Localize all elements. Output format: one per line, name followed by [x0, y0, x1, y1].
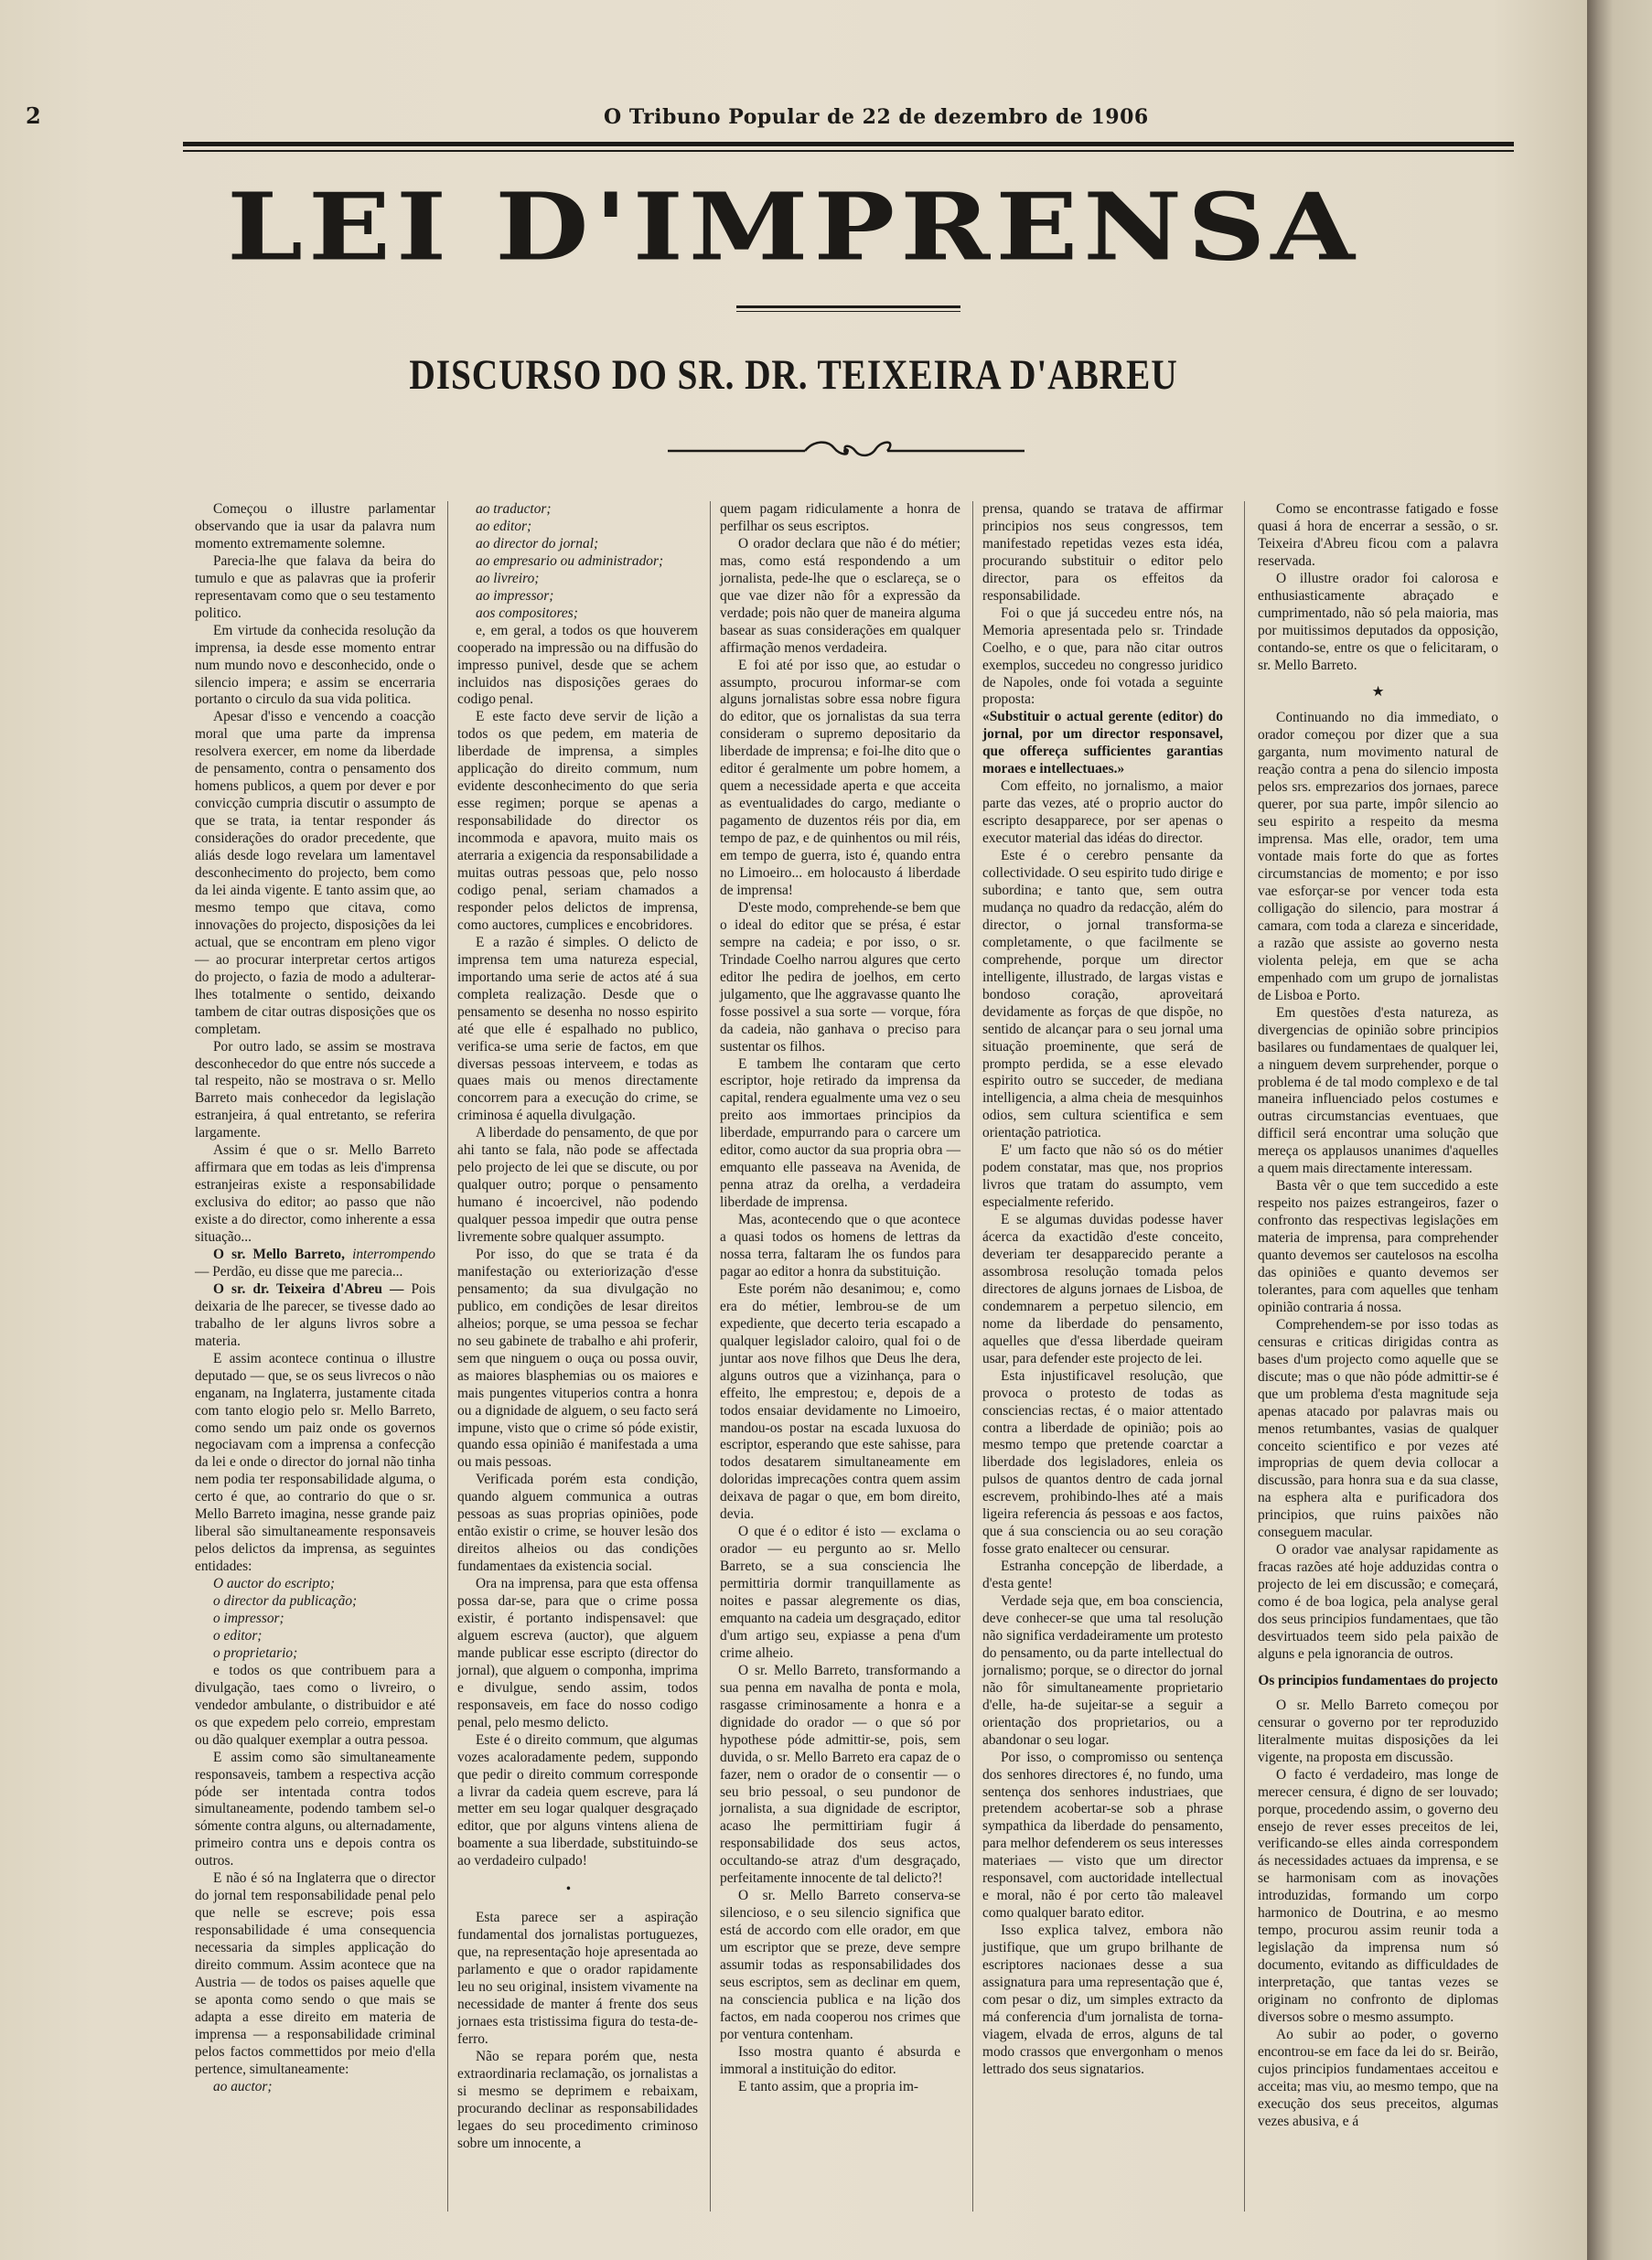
paragraph: e, em geral, a todos os que houverem cooperado na impressão ou na diffusão do impresso punivel, desde que se achem incluidos nas disposições geraes do codigo penal. — [457, 622, 698, 708]
paragraph: Este porém não desanimou; e, como era do métier, lembrou-se de um expediente, que decerto teria escapado a qualquer legislador caloiro, qual foi o de juntar aos nove filhos que Deus lhe dera, alguns outros que a vizinhança, para o effeito, lhe emprestou; e, depois de a todos ensaiar devidamente no Limoeiro, mandou-os postar na escada luxuosa do escriptor, esperando que este sahisse, para todos desatarem simultaneamente em doloridas imprecações contra quem assim deixava de pagar o que, em bom direito, devia. — [720, 1280, 960, 1523]
paragraph: Parecia-lhe que falava da beira do tumulo e que as palavras que ia proferir representavam como que o seu testamento politico. — [195, 552, 435, 621]
paragraph: Ora na imprensa, para que esta offensa possa dar-se, para que o crime possa existir, é portanto indispensavel: que alguem escreva (auctor), que alguem mande publicar esse escripto (director do jornal), que alguem o componha, imprima e divulgue, sendo assim, todos responsaveis, em face do nosso codigo penal, pelo mesmo delicto. — [457, 1576, 698, 1730]
paragraph: O orador vae analysar rapidamente as fracas razões até hoje adduzidas contra o projecto de lei em discussão; e começará, como é de boa logica, pela analyse geral dos seus principios fundamentaes, que tão desvirtuados teem sido pela paixão de alguns e pela ignorancia de outros. — [1258, 1542, 1498, 1662]
paragraph: E não é só na Inglaterra que o director do jornal tem responsabilidade penal pelo que nelle se escreve; pois essa responsabilidade é uma consequencia necessaria da simples applicação do direito commum. Assim acontece que na Austria — de todos os paises aquelle que se aponta como sendo o que mais se adapta a esse direito em materia de imprensa — a responsabilidade criminal pelos factos commettidos por meio d'ella pertence, simultaneamente: — [195, 1870, 435, 2077]
paragraph: Por isso, do que se trata é da manifestação ou exteriorização d'esse pensamento; da sua divulgação no publico, em condições de lesar direitos alheios; porque, se uma pessoa se fechar no seu gabinete de trabalho e ahi proferir, sem que ninguem o ouça ou possa ouvir, as maiores blasphemias ou os maiores e mais pungentes vituperios contra a honra ou a dignidade de alguem, o seu facto será impune, visto que o crime só póde existir, quando essa opinião é manifestada a uma ou mais pessoas. — [457, 1246, 698, 1471]
paragraph: Verificada porém esta condição, quando alguem communica a outras pessoas as suas proprias opiniões, pode então existir o crime, se houver lesão dos direitos alheios ou das condições fundamentaes da existencia social. — [457, 1472, 698, 1575]
list-item: ao editor; — [476, 518, 532, 534]
header-rule-thick — [183, 142, 1514, 146]
paragraph: Este é o direito commum, que algumas vozes acaloradamente pedem, suppondo que pedir o direito commum corresponde a livrar da cadeia quem escreve, para lá metter em seu logar qualquer desgraçado editor, que por alguns vintens aliena de boamente a sua liberdade, substituindo-se ao verdadeiro culpado! — [457, 1731, 698, 1869]
paragraph: E tanto assim, que a propria im- — [738, 2078, 919, 2094]
list-item: o impressor; — [213, 1611, 284, 1626]
speaker-name: O sr. Mello Barreto, — [213, 1246, 345, 1262]
paragraph: Esta injustificavel resolução, que provoca o protesto de todas as consciencias rectas, é o maior attentado contra a liberdade de opinião; pois ao mesmo tempo que pretende coarctar a liberdade dos legisladores, enleia os pulsos de quantos dentro de cada jornal escrevem, prohibindo-lhes até a mais ligeira referencia ás pessoas e aos factos, que á sua consciencia ou ao seu coração fosse grato enaltecer ou censurar. — [982, 1367, 1223, 1558]
column-rule — [710, 501, 711, 2212]
ornament-divider — [668, 437, 1024, 465]
paragraph: O sr. Mello Barreto, transformando a sua penna em navalha de ponta e mola, rasgasse criminosamente a honra e a dignidade do orador — o que só por hypothese póde admittir-se, pois, sem duvida, o sr. Mello Barreto era capaz de o fazer, nem o orador de o consentir — o seu brio pessoal, o seu pundonor de jornalista, a sua dignidade de escriptor, acaso lhe permittiriam fugir á responsabilidade dos seus actos, occultando-se atraz d'um desgraçado, perfeitamente innocente de tal delicto?! — [720, 1662, 960, 1887]
section-star: ★ — [1371, 683, 1385, 700]
list-item: o director da publicação; — [213, 1593, 358, 1610]
page-edge — [1587, 0, 1652, 2260]
column-rule — [972, 501, 973, 2212]
paragraph: Isso mostra quanto é absurda e immoral a instituição do editor. — [720, 2043, 960, 2077]
list-item: O auctor do escripto; — [213, 1576, 335, 1592]
paragraph: Com effeito, no jornalismo, a maior parte das vezes, até o proprio auctor do escripto desapparece, por ser apenas o executor material das idéas do director. — [982, 778, 1223, 847]
list-item: ao impressor; — [476, 587, 554, 604]
paragraph: D'este modo, comprehende-se bem que o ideal do editor que se présa, é estar sempre na cadeia; e por isso, o sr. Trindade Coelho narrou algures que certo editor lhe pedira de joelhos, em certo julgamento, que lhe aggravasse quanto lhe fosse possivel a sua sorte — vorque, fóra da cadeia, não ganhava o preciso para sustentar os filhos. — [720, 899, 960, 1055]
paragraph: O sr. Mello Barreto conserva-se silencioso, e o seu silencio significa que está de accordo com elle orador, em que um escriptor que se preze, deve sempre assumir todas as responsabilidades dos seus escriptos, sem as declinar em quem, na consciencia publica e na lição dos factos, em nada cooperou nos crimes que por ventura contenham. — [720, 1888, 960, 2042]
article-column-5 — [1258, 501, 1498, 2131]
paragraph: Ao subir ao poder, o governo encontrou-se em face da lei do sr. Beirão, cujos principios fundamentaes acceitou e acceita; mas viu, ao mesmo tempo, que na execução dos seus preceitos, algumas vezes abusiva, e á — [1258, 2026, 1498, 2129]
list-item: ao director do jornal; — [476, 535, 599, 552]
quoted-proposal: «Substituir o actual gerente (editor) do jornal, por um director responsavel, que offereça sufficientes garantias moraes e intellectuaes.» — [982, 709, 1223, 777]
paragraph: E assim como são simultaneamente responsaveis, tambem a respectiva acção póde ser intentada contra todos simultaneamente, podendo tambem sel-o sómente contra alguns, ou alternadamente, primeiro contra uns e depois contra os outros. — [195, 1749, 435, 1869]
column-rule — [1244, 501, 1245, 2212]
paragraph: prensa, quando se tratava de affirmar principios nos seus congressos, tem manifestado repetidas vezes esta idéa, procurando substituir o editor pelo director, para os effeitos da responsabilidade. — [982, 501, 1223, 604]
paragraph: Estranha concepção de liberdade, a d'esta gente! — [982, 1558, 1223, 1592]
paragraph: Por outro lado, se assim se mostrava desconhecedor do que entre nós succede a tal respeito, não se mostrava o sr. Mello Barreto mais conhecedor da legislação estranjeira, á qual entretanto, se referira largamente. — [195, 1038, 435, 1141]
running-header: O Tribuno Popular de 22 de dezembro de 1906 — [604, 105, 1149, 129]
list-item: aos compositores; — [476, 605, 578, 621]
paragraph: Mas, acontecendo que o que acontece a quasi todos os homens de lettras da nossa terra, faltaram lhe os fundos para pagar ao editor a honra da substituição. — [720, 1212, 960, 1280]
section-heading: Os principios fundamentaes do projecto — [1258, 1672, 1498, 1688]
paragraph: Em questões d'esta natureza, as divergencias de opinião sobre principios basilares ou fundamentaes de qualquer lei, a ninguem devem surprehender, porque o problema é de tal modo complexo e de tal maneira influenciado pelos costumes e outras circumstancias eventuaes, que difficil será encontrar uma solução que mereça os applausos unanimes d'aquelles a quem mais directamente interessam. — [1258, 1004, 1498, 1177]
paragraph: Como se encontrasse fatigado e fosse quasi á hora de encerrar a sessão, o sr. Teixeira d'Abreu ficou com a palavra reservada. — [1258, 501, 1498, 569]
interruption — [195, 1247, 435, 1281]
paragraph: Por isso, o compromisso ou sentença dos senhores directores é, no fundo, uma sentença dos senhores industriaes, que pretendem acobertar-se sob a phrase sympathica da liberdade do pensamento, para melhor defenderem os seus interesses materiaes — visto que um director responsavel, com auctoridade intellectual e moral, não é por certo tão maleavel como qualquer barato editor. — [982, 1749, 1223, 1922]
list-item: ao empresario ou administrador; — [476, 552, 664, 569]
interruption-text: — Perdão, eu disse que me parecia... — [195, 1263, 403, 1280]
headline: LEI D'IMPRENSA — [227, 172, 1360, 282]
paragraph: Foi o que já succedeu entre nós, na Memoria apresentada pelo sr. Trindade Coelho, e o que, para não citar outros exemplos, succedeu no congresso juridico de Napoles, onde foi votada a seguinte proposta: — [982, 605, 1223, 708]
paragraph: Verdade seja que, em boa consciencia, deve conhecer-se que uma tal resolução não significa verdadeiramente um protesto do pensamento, ou da parte intellectual do jornalismo; porque, se o director do jornal não fôr simultaneamente proprietario d'elle, ha-de sujeitar-se a seguir a orientação dos proprietarios, ou a abandonar o seu logar. — [982, 1593, 1223, 1748]
column-rule — [447, 501, 448, 2212]
reply-text: Pois deixaria de lhe parecer, se tivesse dado ao trabalho de ler alguns livros sobre a materia. — [195, 1280, 435, 1349]
article-column-3 — [720, 501, 960, 2096]
headline-underline — [736, 305, 960, 308]
paragraph: Este é o cerebro pensante da collectividade. O seu espirito tudo dirige e subordina; e tanto que, sem outra mudança no quadro da redacção, além do director, o jornal transforma-se completamente, o que facilmente se comprehende, porque um director intelligente, illustrado, de largas vistas e bondoso coração, aproveitará devidamente as forças de que dispõe, no sentido de alcançar para o seu jornal uma situação proeminente, que será de prompto perdida, se a esse elevado espirito outro se succeder, de mediana intelligencia, a alma cheia de mesquinhos odios, sem cultura scientifica e sem orientação patriotica. — [982, 848, 1223, 1141]
paragraph: Basta vêr o que tem succedido a este respeito nos paizes estrangeiros, fazer o confronto das respectivas legislações em materia de imprensa, para comprehender quanto devemos ser cautelosos na escolha das opiniões e quanto devemos ser tolerantes, para com aquelles que tenham opinião contraria á nossa. — [1258, 1178, 1498, 1315]
paragraph: E' um facto que não só os do métier podem constatar, mas que, nos proprios livros que tratam do assumpto, vem especialmente referido. — [982, 1142, 1223, 1211]
paragraph: E assim acontece continua o illustre deputado — que, se os seus livrecos o não enganam, na Inglaterra, justamente citada com tanto elogio pelo sr. Mello Barreto, como sendo um paiz onde os governos negociavam com a imprensa a confecção da lei e onde o director do jornal não tinha nem podia ter responsabilidade alguma, o certo é que, ao contrario do que o sr. Mello Barreto imagina, nesse grande paiz liberal são simultaneamente responsaveis pelos delictos da imprensa, as seguintes entidades: — [195, 1350, 435, 1575]
header-rule-thin — [183, 150, 1514, 152]
paragraph: O illustre orador foi calorosa e enthusiasticamente abraçado e cumprimentado, não só pela maioria, mas por muitissimos deputados da opposição, contando-se, entre os que o felicitaram, o sr. Mello Barreto. — [1258, 570, 1498, 673]
stage-note: interrompendo — [352, 1246, 435, 1262]
paragraph: Comprehendem-se por isso todas as censuras e criticas dirigidas contra as bases d'um projecto como aquelle que se discute; mas o que não póde admittir-se é que um problema d'esta magnitude seja apenas atacado por palavras mais ou menos retumbantes, vasias de qualquer conceito scientifico e por vezes até improprias de quem devia collocar a discussão, para honra sua e da sua classe, na esphera alta e purificadora dos principios, que ruins paixões não conseguem macular. — [1258, 1316, 1498, 1541]
paragraph: A liberdade do pensamento, de que por ahi tanto se fala, não pode se affectada pelo projecto de lei que se discute, ou por qualquer outro; porque o pensamento humano é incoercivel, não podendo qualquer pessoa impedir que outra pense livremente sobre qualquer assumpto. — [457, 1125, 698, 1246]
subheadline: DISCURSO DO SR. DR. TEIXEIRA D'ABREU — [409, 351, 1178, 399]
paragraph: E este facto deve servir de lição a todos os que pedem, em materia de liberdade de imprensa, a simples applicação do direito commum, num evidente desconhecimento do que seria esse regimen; porque se apenas a responsabilidade do director os incommoda e apavora, muito mais os aterraria a exigencia da responsabilidade a muitas outras pessoas que, pelo nosso codigo penal, seriam chamados a responder pelos delictos de imprensa, como auctores, cumplices e encobridores. — [457, 709, 698, 933]
paragraph: quem pagam ridiculamente a honra de perfilhar os seus escriptos. — [720, 501, 960, 534]
paragraph: E foi até por isso que, ao estudar o assumpto, procurou informar-se com alguns jornalistas sobre essa nobre figura do editor, que os jornalistas da sua terra consideram o supremo depositario da liberdade de imprensa; e foi-lhe dito que o editor é geralmente um pobre homem, a quem a necessidade aperta e que acceita as eventualidades do cargo, mediante o pagamento de duzentos réis por dia, em tempo de paz, e de quinhentos ou mil réis, em tempo de guerra, isto é, quando entra no Limoeiro... em holocausto á liberdade de imprensa! — [720, 657, 960, 898]
list-item: o editor; — [213, 1627, 263, 1644]
paragraph: O que é o editor é isto — exclama o orador — eu pergunto ao sr. Mello Barreto, se a sua consciencia lhe permittiria dormir tranquillamente as noites e passar alegremente os dias, emquanto na cadeia um desgraçado, editor d'um artigo seu, expiasse a pena d'um crime alheio. — [720, 1524, 960, 1661]
paragraph: Começou o illustre parlamentar observando que ia usar da palavra num momento extremamente solemne. — [195, 501, 435, 552]
section-separator: • — [565, 1881, 590, 1898]
list-item: ao auctor; — [213, 2078, 273, 2094]
paragraph: Apesar d'isso e vencendo a coacção moral que uma parte da imprensa resolvera exercer, em nome da liberdade de pensamento, contra o pensamento dos homens publicos, a quem por dever e por convicção cumpria discutir o assumpto de que se trata, ia tentar responder ás considerações do orador precedente, que aliás desde logo revelara um lamentavel desconhecimento do projecto, bem como da lei ainda vigente. E tanto assim que, ao mesmo tempo que citava, como innovações do projecto, disposições da lei actual, que se encontram em pleno vigor — ao procurar interpretar certos artigos do projecto, o fazia de modo a adulterar-lhes totalmente o sentido, deixando tambem de citar outras disposições que os completam. — [195, 709, 435, 1037]
paragraph: e todos os que contribuem para a divulgação, taes como o livreiro, o vendedor ambulante, o distribuidor e até os que expedem pelo correio, emprestam ou dão qualquer exemplar a outra pessoa. — [195, 1662, 435, 1748]
paragraph: Isso explica talvez, embora não justifique, que um grupo brilhante de escriptores nacionaes desse a sua assignatura para uma representação que é, com pesar o diz, um simples extracto da má conferencia d'um jornalista de torna-viagem, elvada de erros, alguns de tal modo crassos que envergonham o menos lettrado dos seus signatarios. — [982, 1923, 1223, 2077]
reply — [195, 1281, 435, 1351]
paragraph: Em virtude da conhecida resolução da imprensa, ia desde esse momento entrar num mundo novo e desconhecido, onde o silencio impera; e assim se encerraria portanto o circulo da sua vida politica. — [195, 622, 435, 708]
article-column-2 — [457, 501, 698, 2153]
paragraph: O sr. Mello Barreto começou por censurar o governo por ter reproduzido literalmente muitas disposições da lei vigente, na proposta em discussão. — [1258, 1697, 1498, 1765]
paragraph: Assim é que o sr. Mello Barreto affirmara que em todas as leis d'imprensa estranjeiras existe a responsabilidade exclusiva do editor; ao passo que não existe a do director, como inherente a essa situação... — [195, 1142, 435, 1246]
page-number: 2 — [26, 102, 41, 129]
article-column-1 — [195, 501, 435, 2096]
paragraph: E a razão é simples. O delicto de imprensa tem uma natureza especial, importando uma serie de actos até á sua completa realização. Desde que o pensamento se desenha no nosso espirito até que elle é espalhado no publico, verifica-se uma serie de factos, em que diversas pessoas interveem, e todas as quaes mais ou menos directamente concorrem para a execução do crime, se criminosa é aquella divulgação. — [457, 934, 698, 1124]
article-column-4 — [982, 501, 1223, 2079]
paragraph: Continuando no dia immediato, o orador começou por dizer que a sua garganta, num movimento natural de reação contra a pena do silencio imposta pelos srs. emprezarios dos jornaes, parece querer, por sua parte, impôr silencio ao seu espirito a respeito da mesma imprensa. Mas elle, orador, tem uma vontade mais forte do que as fortes circumstancias de momento; e por isso vae esforçar-se por vencer toda esta colligação do silencio, para mostrar á camara, com toda a clareza e sinceridade, a razão que assiste ao governo nesta violenta peleja, em que se acha empenhado com um grupo de jornalistas de Lisboa e Porto. — [1258, 710, 1498, 1003]
list-item: ao traductor; — [476, 501, 552, 517]
paragraph: Esta parece ser a aspiração fundamental dos jornalistas portuguezes, que, na representação hoje apresentada ao parlamento e que o orador rapidamente leu no seu original, insistem vivamente na necessidade de manter á frente dos seus jornaes esta tristissima figura do testa-de-ferro. — [457, 1910, 698, 2047]
paragraph: E se algumas duvidas podesse haver ácerca da exactidão d'este conceito, deveriam ter desapparecido perante a assombrosa resolução tomada pelos directores de alguns jornaes de Lisboa, de condemnarem a perpetuo silencio, em nome da liberdade do pensamento, aquelles que d'essa liberdade queiram usar, para defender este projecto de lei. — [982, 1212, 1223, 1366]
headline-underline-thin — [736, 311, 960, 312]
list-item: ao livreiro; — [476, 570, 540, 586]
paragraph: O orador declara que não é do métier; mas, como está respondendo a um jornalista, pede-lhe que o esclareça, se o que vae dizer não fôr a expressão da verdade; pois não quer de maneira alguma basear as suas considerações em qualquer affirmação menos verdadeira. — [720, 535, 960, 656]
paragraph: O facto é verdadeiro, mas longe de merecer censura, é digno de ser louvado; porque, procedendo assim, o governo deu ensejo de rever esses preceitos de lei, verificando-se elles ainda correspondem ás necessidades actuaes da imprensa, e se se harmonisam com as inovações introduzidas, formando um corpo harmonico de Doutrina, e ao mesmo tempo, procurou assim reunir toda a legislação da imprensa num só documento, evitando as difficuldades de interpretação, que tantas vezes se originam no confronto de diplomas diversos sobre o mesmo assumpto. — [1258, 1766, 1498, 2026]
speaker-name: O sr. dr. Teixeira d'Abreu — — [213, 1280, 404, 1297]
list-item: o proprietario; — [213, 1644, 298, 1661]
paragraph: Não se repara porém que, nesta extraordinaria reclamação, os jornalistas a si mesmo se deprimem e rebaixam, procurando declinar as responsabilidades legaes do seu procedimento criminoso sobre um innocente, a — [457, 2048, 698, 2151]
paragraph: E tambem lhe contaram que certo escriptor, hoje retirado da imprensa da capital, rendera egualmente uma vez o seu preito aos immortaes principios da liberdade, empurrando para o carcere um editor, como auctor da sua propria obra — emquanto elle passeava na Avenida, de penna atraz da orelha, a verdadeira liberdade de imprensa. — [720, 1055, 960, 1211]
